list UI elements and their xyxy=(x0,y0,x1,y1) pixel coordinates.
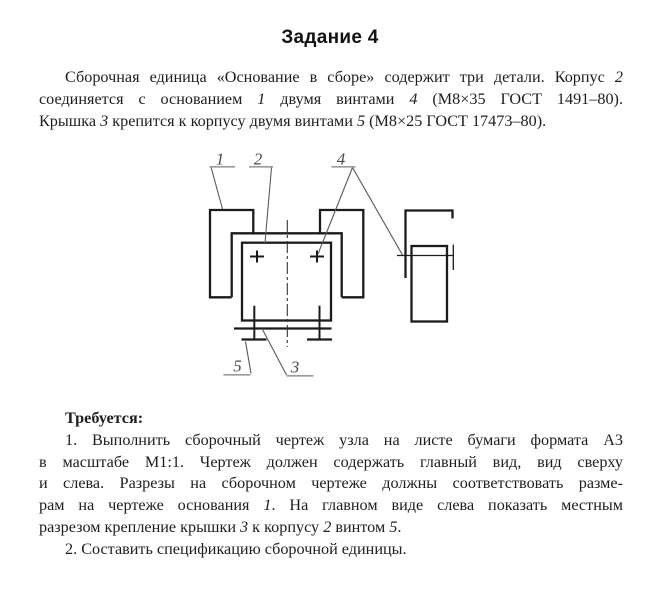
leader-part3 xyxy=(262,329,287,376)
requirement-1-line-4: рам на чертеже основания 1. На главном виде слева показать местным xyxy=(39,496,623,515)
part-label-3: 3 xyxy=(290,357,300,377)
part-label-4: 4 xyxy=(336,149,346,169)
screw-cross-left xyxy=(250,251,264,263)
part-label-1: 1 xyxy=(215,149,225,169)
requirement-1-line-3: и слева. Разрезы на сборочном чертеже должны соответствовать разме- xyxy=(39,474,623,493)
requirement-1-line-1: 1. Выполнить сборочный чертеж узла на листе бумаги формата А3 xyxy=(65,430,623,449)
requirement-1-line-2: в масштабе М1:1. Чертеж должен содержать главный вид, вид сверху xyxy=(39,452,623,471)
leader-part2 xyxy=(265,168,272,244)
leader-part5 xyxy=(246,342,252,374)
requirements-section xyxy=(39,408,623,561)
leader-part4-right xyxy=(353,168,403,256)
part-label-2: 2 xyxy=(253,149,263,169)
intro-line-1: Сборочная единица «Основание в сборе» содержит три детали. Корпус 2 xyxy=(65,68,623,86)
screw-cross-right xyxy=(310,251,324,263)
side-screw-rect xyxy=(412,246,448,322)
page-title: Задание 4 xyxy=(281,27,379,48)
part-label-5: 5 xyxy=(233,356,242,376)
requirement-2: 2. Составить спецификацию сборочной единицы. xyxy=(65,539,407,558)
intro-paragraph xyxy=(39,67,623,132)
intro-line-3: Крышка 3 крепится к корпусу двумя винтами 5 (М8×25 ГОСТ 17473–80). xyxy=(39,111,547,130)
intro-line-2: соединяется с основанием 1 двумя винтами 4 (М8×35 ГОСТ 1491–80). xyxy=(39,89,623,108)
requirement-1-line-5: разрезом крепление крышки 3 к корпусу 2 винтом 5. xyxy=(39,517,402,536)
requirements-heading: Требуется: xyxy=(65,409,144,427)
leader-part1 xyxy=(211,167,223,209)
